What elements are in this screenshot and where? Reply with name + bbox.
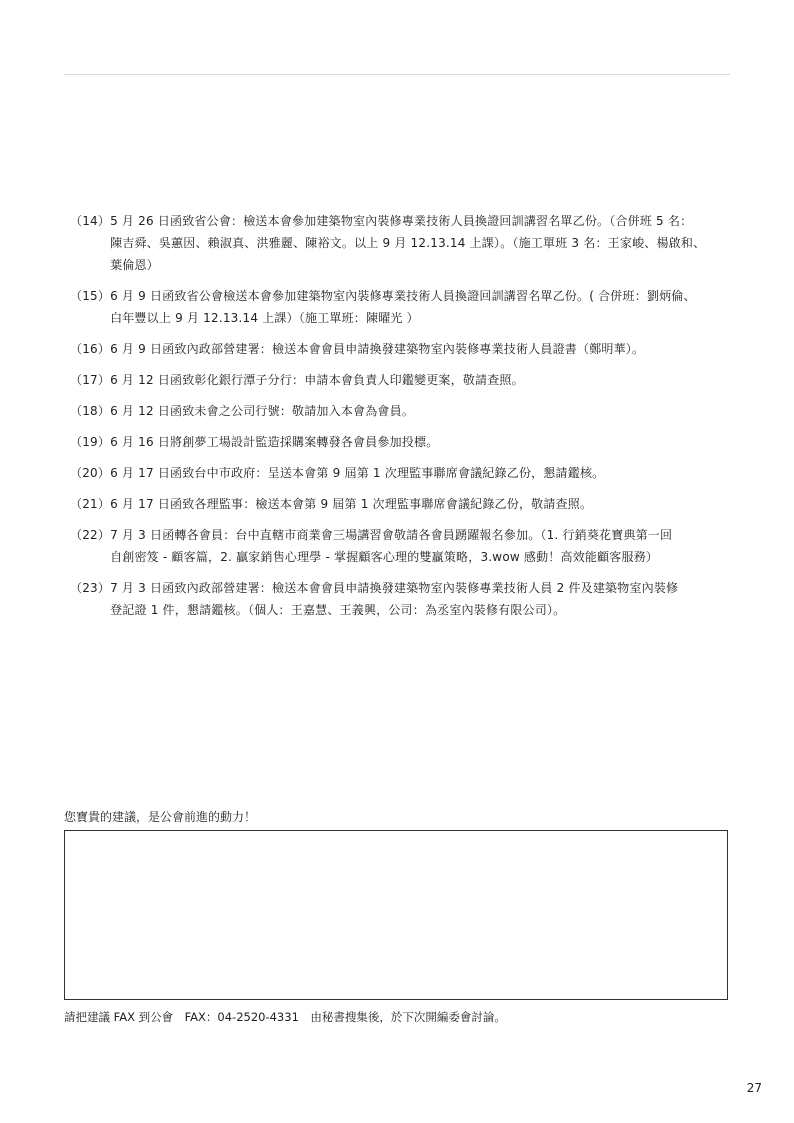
list-item-text <box>110 462 732 484</box>
list-item-line: 6 月 12 日函致未會之公司行號：敬請加入本會為會員。 <box>110 404 415 418</box>
list-item-text <box>110 524 732 568</box>
list-item-text <box>110 400 732 422</box>
list-item-number: （22） <box>70 528 111 542</box>
list-item-number: （17） <box>70 373 111 387</box>
list-item-line: 陳吉舜、吳蕙因、賴淑真、洪雅麗、陳裕文。以上 9 月 12.13.14 上課）。（施工單班 3 名：王家峻、楊啟和、 <box>110 236 706 250</box>
list-item-line: 6 月 17 日函致台中市政府：呈送本會第 9 屆第 1 次理監事聯席會議紀錄乙份，懇請鑑核。 <box>110 466 605 480</box>
list-item-line: 6 月 16 日將創夢工場設計監造採購案轉發各會員參加投標。 <box>110 435 439 449</box>
list-item <box>70 462 732 484</box>
list-item <box>70 369 732 391</box>
list-item-line: 5 月 26 日函致省公會：檢送本會參加建築物室內裝修專業技術人員換證回訓講習名單乙份。（合併班 5 名： <box>110 214 693 228</box>
list-item-number: （23） <box>70 581 111 595</box>
list-item-text <box>110 493 732 515</box>
list-item <box>70 524 732 568</box>
list-item-number: （14） <box>70 214 111 228</box>
list-item-text <box>110 338 732 360</box>
list-item-line: 6 月 12 日函致彰化銀行潭子分行：申請本會負責人印鑑變更案，敬請查照。 <box>110 373 524 387</box>
list-item-line: 7 月 3 日函轉各會員：台中直轄市商業會三場講習會敬請各會員踴躍報名參加。（1. 行銷葵花寶典第一回 <box>110 528 673 542</box>
list-item-number: （19） <box>70 435 111 449</box>
list-item-line: 葉倫恩） <box>110 258 159 272</box>
feedback-label: 您寶貴的建議，是公會前進的動力！ <box>64 810 257 824</box>
list-item <box>70 400 732 422</box>
list-item-number: （21） <box>70 497 111 511</box>
header-divider <box>64 74 730 75</box>
list-item-number: （16） <box>70 342 111 356</box>
page-number: 27 <box>746 1081 762 1095</box>
fax-note: 請把建議 FAX 到公會 FAX：04-2520-4331 由秘書搜集後，於下次開編委會討論。 <box>64 1010 506 1024</box>
list-item-line: 6 月 9 日函致內政部營建署：檢送本會會員申請換發建築物室內裝修專業技術人員證書（鄭明華）。 <box>110 342 645 356</box>
list-item-line: 7 月 3 日函致內政部營建署：檢送本會會員申請換發建築物室內裝修專業技術人員 2 件及建築物室內裝修 <box>110 581 679 595</box>
list-item-text <box>110 577 732 621</box>
list-item-text <box>110 285 732 329</box>
list-item-line: 6 月 9 日函致省公會檢送本會參加建築物室內裝修專業技術人員換證回訓講習名單乙份。( 合併班：劉炳倫、 <box>110 289 696 303</box>
list-item-number: （20） <box>70 466 111 480</box>
list-item-line: 6 月 17 日函致各理監事：檢送本會第 9 屆第 1 次理監事聯席會議紀錄乙份，敬請查照。 <box>110 497 593 511</box>
list-item-number: （18） <box>70 404 111 418</box>
announcement-list <box>70 210 732 630</box>
list-item <box>70 338 732 360</box>
list-item <box>70 210 732 276</box>
list-item-number: （15） <box>70 289 111 303</box>
list-item-line: 自創密笈 - 顧客篇，2. 贏家銷售心理學 - 掌握顧客心理的雙贏策略，3.wow 感動！高效能顧客服務） <box>110 550 659 564</box>
list-item <box>70 577 732 621</box>
list-item-text <box>110 369 732 391</box>
list-item <box>70 431 732 453</box>
list-item-line: 白年豐以上 9 月 12.13.14 上課）（施工單班：陳曜光 ） <box>110 311 419 325</box>
list-item-text <box>110 431 732 453</box>
list-item-line: 登記證 1 件，懇請鑑核。（個人：王嘉慧、王義興，公司：為丞室內裝修有限公司）。 <box>110 603 566 617</box>
list-item <box>70 493 732 515</box>
feedback-box <box>64 830 728 1000</box>
list-item <box>70 285 732 329</box>
list-item-text <box>110 210 732 276</box>
